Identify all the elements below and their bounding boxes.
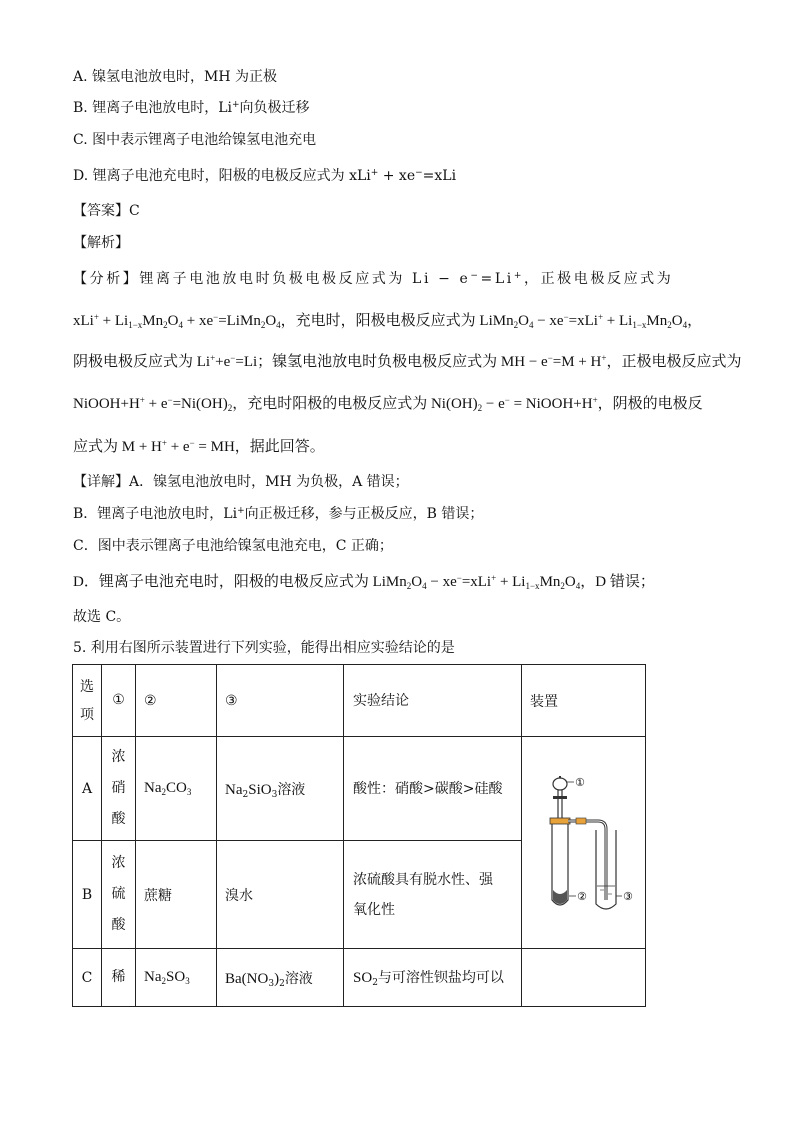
row-c-conclusion: $SO_2$与可溶性钡盐均可以 (344, 949, 522, 1007)
row-a-reagent-1: 浓硝酸 (102, 737, 136, 841)
row-b-reagent-2: 蔗糖 (136, 841, 217, 949)
row-a-reagent-2: $Na_2CO_3$ (136, 737, 217, 841)
row-a-reagent-3: $Na_2SiO_3$溶液 (217, 737, 344, 841)
analysis-line-1: 【分析】锂离子电池放电时负极电极反应式为 Li − e−=Li+，正极电极反应式为 (73, 271, 674, 287)
header-reagent-1: ① (102, 665, 136, 737)
rubber-tube (576, 818, 586, 824)
detail-d: D．锂离子电池充电时，阳极的电极反应式为 $LiMn_2O_4 - xe^-=xLi^+ + Li_{1-x}Mn_2O_4$，D 错误； (73, 573, 655, 591)
apparatus-label-1: ① (574, 775, 585, 789)
row-a-conclusion: 酸性：硝酸>碳酸>硅酸 (344, 737, 522, 841)
row-b-reagent-3: 溴水 (217, 841, 344, 949)
analysis-line-3: 阴极电极反应式为 Li++e−=Li；镍氢电池放电时负极电极反应式为 MH − e−=M + H+，正极电极反应式为 (73, 353, 742, 370)
analysis-label: 【解析】 (73, 235, 129, 251)
analysis-line-2: $xLi^+ + Li_{1-x}Mn_2O_4$ + $xe^-=LiMn_2O_4$，充电时，阳极电极反应式为 $LiMn_2O_4 - xe^-=xLi^+ + Li_{1-x}Mn_2O_4$， (73, 312, 703, 330)
header-option: 选项 (73, 665, 102, 737)
option-c: C. 图中表示锂离子电池给镍氢电池充电 (73, 132, 317, 148)
header-conclusion: 实验结论 (344, 665, 522, 737)
row-c-reagent-3: $Ba(NO_3)_2$溶液 (217, 949, 344, 1007)
row-a-option: A (73, 737, 102, 841)
option-b: B. 锂离子电池放电时，Li+向负极迁移 (73, 100, 310, 116)
header-apparatus: 装置 (522, 665, 646, 737)
detail-c: C．图中表示锂离子电池给镍氢电池充电，C 正确； (73, 538, 393, 554)
row-c-reagent-2: $Na_2SO_3$ (136, 949, 217, 1007)
detail-b: B．锂离子电池放电时，Li+向正极迁移，参与正极反应，B 错误； (73, 506, 484, 522)
question-5: 5. 利用右图所示装置进行下列实验，能得出相应实验结论的是 (73, 640, 455, 656)
stopcock (553, 796, 567, 799)
apparatus-label-2: ② (576, 889, 587, 903)
header-reagent-3: ③ (217, 665, 344, 737)
table-header-row (73, 665, 646, 737)
stopper-1 (550, 818, 570, 824)
row-b-option: B (73, 841, 102, 949)
row-b-reagent-1: 浓硫酸 (102, 841, 136, 949)
apparatus-label-3: ③ (622, 889, 633, 903)
analysis-line-4: NiOOH+H+ + $e^-=Ni(OH)_2$，充电时阳极的电极反应式为 $Ni(OH)_2 - e^-$ = NiOOH+H+，阴极的电极反 (73, 395, 703, 413)
option-a: A. 镍氢电池放电时，MH 为正极 (73, 69, 278, 85)
header-reagent-2: ② (136, 665, 217, 737)
apparatus-cell (522, 737, 646, 949)
detail-a: 【详解】A．镍氢电池放电时，MH 为负极，A 错误； (73, 474, 409, 490)
apparatus-diagram (536, 768, 640, 918)
experiment-table (72, 664, 646, 1007)
row-c-apparatus-empty (522, 949, 646, 1007)
row-c-reagent-1: 稀 (102, 949, 136, 1007)
analysis-line-5: 应式为 M + H+ + e− = MH，据此回答。 (73, 438, 325, 455)
detail-conclusion: 故选 C。 (73, 609, 131, 625)
option-d: D. 锂离子电池充电时，阳极的电极反应式为 xLi+ + xe−=xLi (73, 168, 457, 184)
row-b-conclusion: 浓硫酸具有脱水性、强氧化性 (344, 841, 522, 949)
table-row-c (73, 949, 646, 1007)
table-row-a (73, 737, 646, 841)
funnel-bulb (553, 778, 567, 790)
answer: 【答案】C (73, 203, 140, 219)
row-c-option: C (73, 949, 102, 1007)
solid-reagent (553, 890, 567, 904)
